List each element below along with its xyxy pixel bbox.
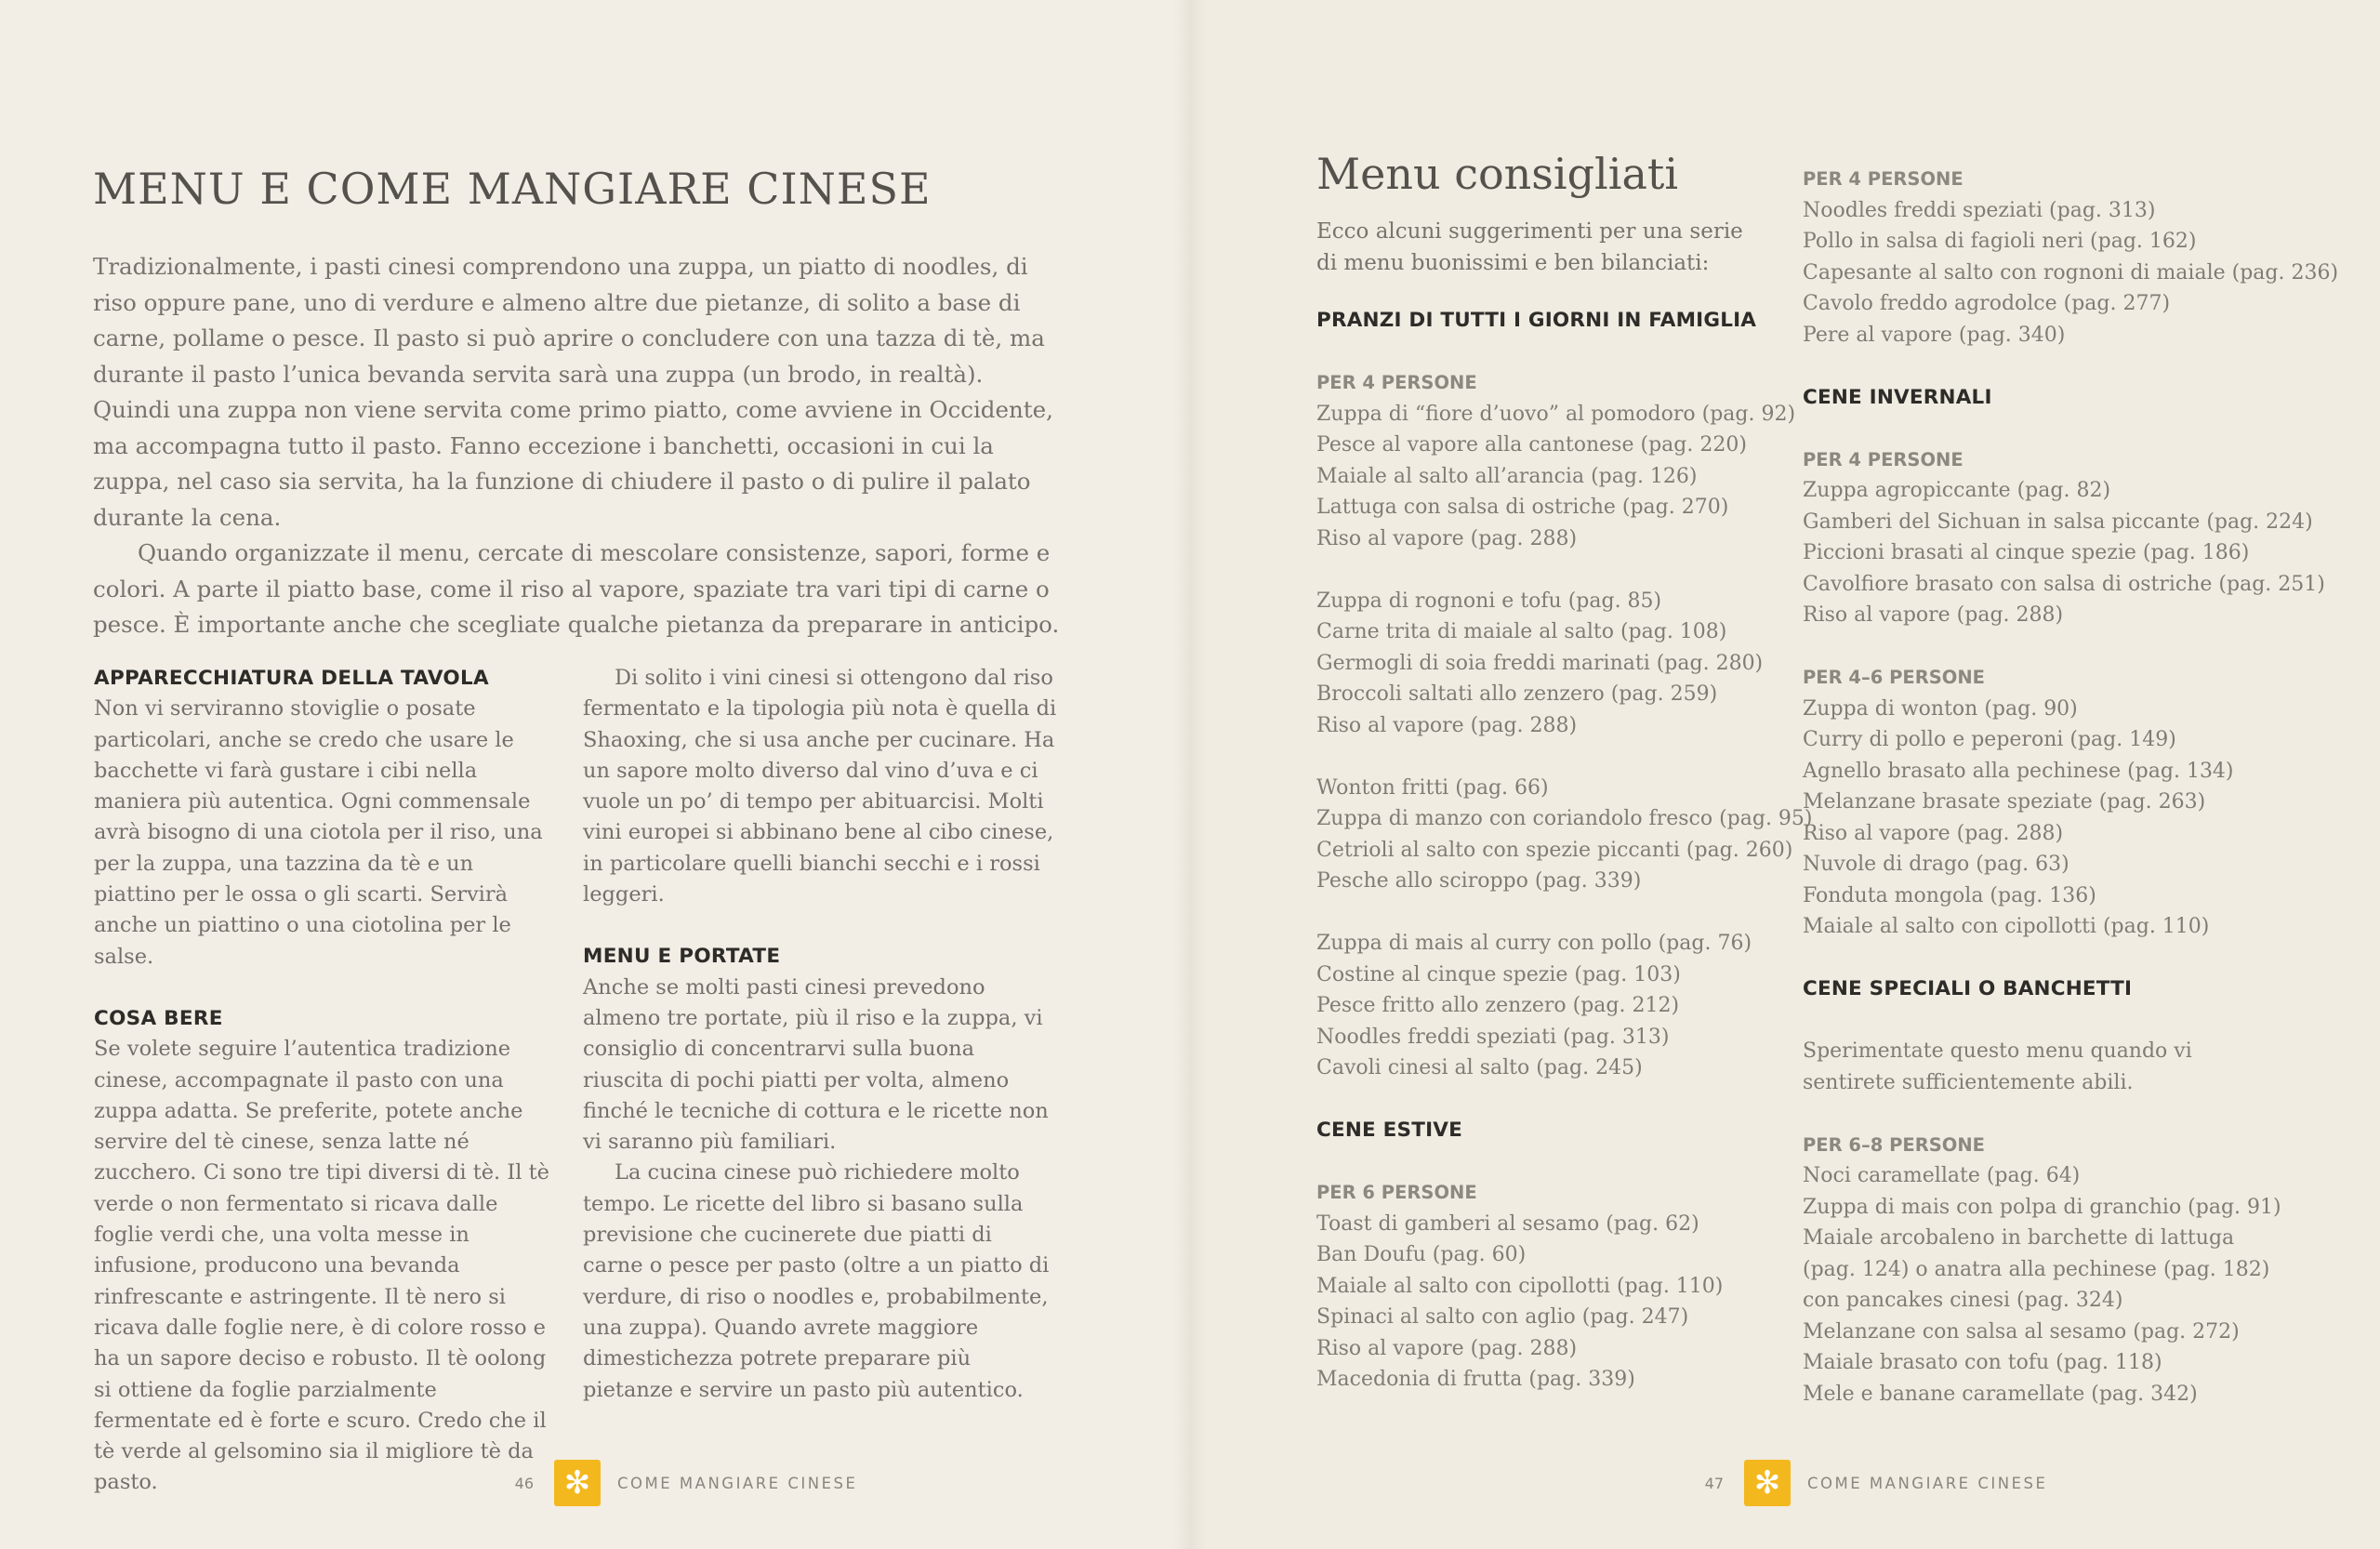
list-item: Noodles freddi speziati (pag. 313)	[1316, 1025, 1670, 1049]
menu-heading-summer: CENE ESTIVE	[1316, 1119, 1462, 1142]
menu-subheading: PER 6 PERSONE	[1316, 1182, 1477, 1203]
column-left	[94, 663, 559, 1499]
list-item: Riso al vapore (pag. 288)	[1316, 1336, 1578, 1360]
list-item: Fonduta mongola (pag. 136)	[1803, 883, 2096, 907]
list-item: Agnello brasato alla pechinese (pag. 134)	[1803, 759, 2234, 783]
list-item: Maiale al salto all’arancia (pag. 126)	[1316, 464, 1698, 488]
menu-list	[1803, 1160, 2286, 1410]
menu-list	[1803, 694, 2286, 943]
list-item: Lattuga con salsa di ostriche (pag. 270)	[1316, 496, 1729, 519]
list-item: Maiale al salto con cipollotti (pag. 110)	[1803, 915, 2210, 938]
list-item: Germogli di soia freddi marinati (pag. 280)	[1316, 651, 1764, 675]
menu-subheading: PER 4 PERSONE	[1803, 448, 1964, 470]
list-item: Melanzane con salsa al sesamo (pag. 272)	[1803, 1319, 2240, 1344]
menu-list	[1803, 195, 2339, 351]
section-heading-table: APPARECCHIATURA DELLA TAVOLA	[94, 667, 489, 690]
list-item: Riso al vapore (pag. 288)	[1316, 713, 1578, 737]
intro-text	[93, 249, 1060, 643]
page-number: 47	[1704, 1474, 1724, 1492]
list-item: Wonton fritti (pag. 66)	[1316, 775, 1549, 800]
list-item: Maiale brasato con tofu (pag. 118)	[1803, 1351, 2162, 1374]
list-item: Cavolfiore brasato con salsa di ostriche (pag. 251)	[1803, 572, 2325, 596]
list-item: Maiale arcobaleno in barchette di lattuga	[1803, 1226, 2235, 1250]
folio	[496, 1460, 857, 1506]
menu-subheading: PER 6–8 PERSONE	[1803, 1133, 1985, 1156]
list-item: Maiale al salto con cipollotti (pag. 110)	[1316, 1274, 1724, 1298]
menu-heading-winter: CENE INVERNALI	[1803, 385, 1992, 409]
list-item: Cavoli cinesi al salto (pag. 245)	[1316, 1056, 1643, 1079]
list-item: Cavolo freddo agrodolce (pag. 277)	[1803, 292, 2171, 315]
section-text-table: Non vi serviranno stoviglie o posate particolari, anche se credo che usare le bacchette vi farà gustare i cibi nella maniera più autentica. Ogni commensale avrà bisogno di una ciotola per il riso, una per la zuppa, una tazzina da tè e un piattino per le ossa o gli scarti. Servirà anche un piattino o una ciotolina per le salse.	[94, 696, 543, 969]
list-item: Piccioni brasati al cinque spezie (pag. 186)	[1803, 541, 2250, 564]
list-item: Toast di gamberi al sesamo (pag. 62)	[1316, 1211, 1699, 1236]
list-item: Zuppa agropiccante (pag. 82)	[1803, 479, 2111, 502]
section-text-menu-2: La cucina cinese può richiedere molto tempo. Le ricette del libro si basano sulla previsione che cucinerete due piatti di carne o pesce per pasto (oltre a un piatto di verdure, di riso o noodles e, probabilmente, una zuppa). Quando avrete maggiore dimestichezza potrete preparare più pietanze e servire un pasto più autentico.	[583, 1160, 1050, 1402]
list-item: Curry di pollo e peperoni (pag. 149)	[1803, 728, 2176, 751]
page-title: MENU E COME MANGIARE CINESE	[93, 164, 932, 214]
list-item: Zuppa di wonton (pag. 90)	[1803, 696, 2078, 721]
menu-column-1	[1316, 305, 1813, 1396]
intro-paragraph: Tradizionalmente, i pasti cinesi comprendono una zuppa, un piatto di noodles, di riso oppure pane, uno di verdure e almeno altre due pietanze, di solito a base di carne, pollame o pesce. Il pasto si può aprire o concludere con una tazza di tè, ma durante il pasto l’unica bevanda servita sarà una zuppa (un brodo, in realtà). Quindi una zuppa non viene servita come primo piatto, come avviene in Occidente, ma accompagna tutto il pasto. Fanno eccezione i banchetti, occasioni in cui la zuppa, nel caso sia servita, ha la funzione di chiudere il pasto o di pulire il palato durante la cena.	[93, 253, 1053, 531]
list-item: Melanzane brasate speziate (pag. 263)	[1803, 790, 2206, 814]
menu-intro: Ecco alcuni suggerimenti per una serie di menu buonissimi e ben bilanciati:	[1316, 219, 1743, 275]
list-item: Zuppa di manzo con coriandolo fresco (pag. 95)	[1316, 807, 1813, 830]
list-item: Pesce al vapore alla cantonese (pag. 220)	[1316, 433, 1747, 457]
list-item: Macedonia di frutta (pag. 339)	[1316, 1368, 1635, 1391]
menu-heading-special: CENE SPECIALI O BANCHETTI	[1803, 977, 2133, 1000]
intro-paragraph: Quando organizzate il menu, cercate di mescolare consistenze, sapori, forme e colori. A parte il piatto base, come il riso al vapore, spaziate tra vari tipi di carne o pesce. È importante anche che scegliate qualche pietanza da preparare in anticipo.	[93, 539, 1060, 638]
gutter-shadow	[1173, 0, 1207, 1549]
list-item: con pancakes cinesi (pag. 324)	[1803, 1289, 2123, 1312]
list-item: Zuppa di mais con polpa di granchio (pag. 91)	[1803, 1195, 2281, 1219]
list-item: Broccoli saltati allo zenzero (pag. 259)	[1316, 682, 1718, 706]
menu-list	[1803, 475, 2325, 631]
list-item: Noci caramellate (pag. 64)	[1803, 1164, 2081, 1187]
page-number: 46	[514, 1474, 534, 1492]
list-item: Cetrioli al salto con spezie piccanti (pag. 260)	[1316, 838, 1793, 862]
list-item: Pesce fritto allo zenzero (pag. 212)	[1316, 994, 1680, 1017]
menu-heading-daily: PRANZI DI TUTTI I GIORNI IN FAMIGLIA	[1316, 309, 1757, 332]
menu-subheading: PER 4 PERSONE	[1316, 372, 1477, 393]
list-item: Riso al vapore (pag. 288)	[1803, 821, 2064, 845]
menu-title: Menu consigliati	[1316, 149, 1679, 199]
folio	[1686, 1460, 2047, 1506]
column-right	[583, 663, 1057, 1406]
menu-subheading: PER 4–6 PERSONE	[1803, 667, 1985, 688]
section-text-drink: Se volete seguire l’autentica tradizione cinese, accompagnate il pasto con una zuppa adatta. Se preferite, potete anche servire del tè cinese, senza latte né zucchero. Ci sono tre tipi diversi di tè. Il tè verde o non fermentato si ricava dalle foglie verdi che, una volta messe in infusione, producono una bevanda rinfrescante e astringente. Il tè nero si ricava dalle foglie nere, è di colore rosso e ha un sapore deciso e robusto. Il tè oolong si ottiene da foglie parzialmente fermentate ed è forte e scuro. Credo che il tè verde al gelsomino sia il migliore tè da pasto.	[94, 1037, 549, 1495]
list-item: Pere al vapore (pag. 340)	[1803, 323, 2066, 347]
section-heading-drink: COSA BERE	[94, 1006, 223, 1030]
running-head: COME MANGIARE CINESE	[617, 1474, 858, 1492]
list-item: Zuppa di “fiore d’uovo” al pomodoro (pag. 92)	[1316, 402, 1796, 426]
section-text-wine: Di solito i vini cinesi si ottengono dal riso fermentato e la tipologia più nota è quella di Shaoxing, che si usa anche per cucinare. Ha un sapore molto diverso dal vino d’uva e ci vuole un po’ di tempo per abituarcisi. Molti vini europei si abbinano bene al cibo cinese, in particolare quelli bianchi secchi e i rossi leggeri.	[583, 666, 1057, 907]
list-item: Gamberi del Sichuan in salsa piccante (pag. 224)	[1803, 510, 2313, 534]
list-item: Pollo in salsa di fagioli neri (pag. 162)	[1803, 230, 2197, 253]
list-item: Pesche allo sciroppo (pag. 339)	[1316, 869, 1642, 893]
menu-list	[1316, 399, 1796, 555]
menu-list	[1316, 586, 1781, 742]
list-item: Nuvole di drago (pag. 63)	[1803, 853, 2069, 876]
list-item: Riso al vapore (pag. 288)	[1316, 526, 1578, 550]
list-item: Spinaci al salto con aglio (pag. 247)	[1316, 1305, 1689, 1329]
asterisk-flower-icon: ✻	[1744, 1460, 1791, 1506]
menu-note: Sperimentate questo menu quando vi sentirete sufficientemente abili.	[1803, 1039, 2192, 1094]
list-item: Capesante al salto con rognoni di maiale (pag. 236)	[1803, 260, 2339, 285]
list-item: Noodles freddi speziati (pag. 313)	[1803, 198, 2156, 222]
menu-subheading: PER 4 PERSONE	[1803, 168, 1964, 190]
menu-column-2	[1803, 164, 2339, 1410]
list-item: Costine al cinque spezie (pag. 103)	[1316, 962, 1681, 986]
menu-list	[1316, 928, 1781, 1084]
list-item: Riso al vapore (pag. 288)	[1803, 603, 2064, 627]
menu-list	[1316, 1209, 1781, 1396]
list-item: Zuppa di mais al curry con pollo (pag. 76)	[1316, 932, 1752, 955]
running-head: COME MANGIARE CINESE	[1807, 1474, 2048, 1492]
list-item: Ban Doufu (pag. 60)	[1316, 1243, 1527, 1266]
list-item: Mele e banane caramellate (pag. 342)	[1803, 1382, 2198, 1406]
section-text-menu: Anche se molti pasti cinesi prevedono almeno tre portate, più il riso e la zuppa, vi consiglio di concentrarvi sulla buona riuscita di pochi piatti per volta, almeno finché le tecniche di cottura e le ricette non vi saranno più familiari.	[583, 974, 1049, 1155]
list-item: Carne trita di maiale al salto (pag. 108)	[1316, 620, 1727, 643]
list-item: Zuppa di rognoni e tofu (pag. 85)	[1316, 589, 1662, 613]
list-item: (pag. 124) o anatra alla pechinese (pag. 182)	[1803, 1257, 2270, 1281]
menu-list	[1316, 773, 1813, 897]
section-heading-menu: MENU E PORTATE	[583, 945, 781, 969]
asterisk-flower-icon: ✻	[554, 1460, 601, 1506]
